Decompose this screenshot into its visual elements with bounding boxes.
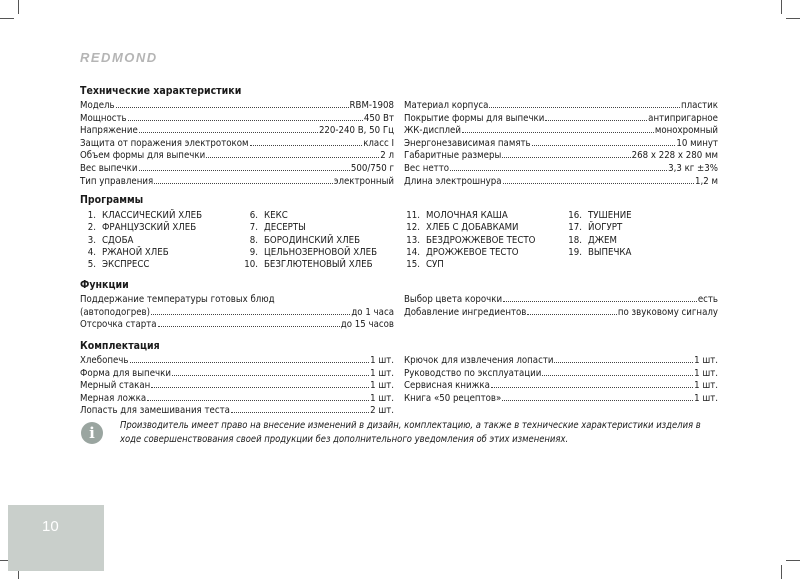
- crop-mark: [786, 560, 800, 561]
- spec-value: есть: [697, 294, 718, 305]
- spec-value: 220-240 В, 50 Гц: [318, 125, 394, 137]
- spec-label: Мощность: [80, 112, 127, 124]
- crop-mark: [781, 565, 782, 579]
- program-item: [242, 235, 377, 247]
- spec-label: Мерная ложка: [80, 392, 147, 404]
- program-name: БОРОДИНСКИЙ ХЛЕБ: [264, 234, 360, 246]
- spec-row: [404, 380, 718, 393]
- dot-leader: [503, 301, 697, 302]
- program-item: [566, 235, 632, 247]
- spec-value: RBM-1908: [349, 100, 394, 111]
- program-item: [80, 222, 202, 234]
- dot-leader: [147, 400, 369, 401]
- program-name: ДЕСЕРТЫ: [264, 222, 306, 234]
- spec-value: 1 шт.: [370, 355, 394, 366]
- spec-row: [404, 138, 718, 151]
- spec-row: [404, 355, 718, 368]
- spec-label: (автоподогрев): [80, 306, 151, 318]
- spec-label: Материал корпуса: [404, 100, 489, 111]
- dot-leader: [527, 314, 617, 315]
- program-item: [404, 235, 535, 247]
- dot-leader: [130, 362, 370, 363]
- spec-label: Покрытие формы для выпечки: [404, 112, 545, 124]
- functions-first-line: Поддержание температуры готовых блюд: [80, 294, 275, 305]
- specs-left-list: [80, 100, 394, 188]
- dot-leader: [116, 107, 349, 108]
- dot-leader: [128, 120, 363, 121]
- spec-label: Энергонезависимая память: [404, 137, 531, 149]
- spec-value: антипригарное: [648, 112, 718, 124]
- program-number: 15.: [406, 259, 420, 271]
- dot-leader: [139, 132, 318, 133]
- crop-mark: [786, 18, 800, 19]
- kit-right-list: [404, 355, 718, 405]
- spec-row: [404, 307, 718, 320]
- program-item: [242, 222, 377, 234]
- programs-column: [80, 210, 202, 271]
- spec-value: 1,2 м: [695, 175, 718, 187]
- spec-value: 1 шт.: [694, 355, 718, 366]
- spec-value: 1 шт.: [694, 380, 718, 392]
- functions-right-list: [404, 294, 718, 319]
- program-number: 11.: [406, 210, 420, 221]
- program-item: [566, 247, 632, 259]
- spec-row: [80, 138, 394, 151]
- spec-label: Мерный стакан: [80, 380, 151, 392]
- program-number: 18.: [568, 234, 582, 246]
- program-name: ЭКСПРЕСС: [102, 259, 150, 271]
- program-number: 12.: [406, 222, 420, 234]
- info-icon: i: [81, 422, 103, 444]
- program-item: [80, 247, 202, 259]
- dot-leader: [542, 375, 693, 376]
- program-item: [404, 247, 535, 259]
- programs-column: [404, 210, 535, 271]
- programs-column: [242, 210, 377, 271]
- program-name: БЕЗДРОЖЖЕВОЕ ТЕСТО: [426, 234, 536, 246]
- specs-right-list: [404, 100, 718, 188]
- program-name: ДЖЕМ: [588, 234, 617, 246]
- spec-row: [80, 125, 394, 138]
- program-number: 10.: [244, 259, 258, 271]
- spec-row: [80, 355, 394, 368]
- program-number: 13.: [406, 234, 420, 246]
- spec-row: [404, 176, 718, 189]
- program-number: 8.: [249, 234, 258, 246]
- dot-leader: [206, 157, 379, 158]
- spec-label: Модель: [80, 100, 115, 111]
- spec-value: пластик: [680, 100, 718, 111]
- dot-leader: [503, 183, 694, 184]
- spec-label: Длина электрошнура: [404, 175, 502, 187]
- dot-leader: [151, 314, 350, 315]
- spec-label: Тип управления: [80, 175, 154, 187]
- spec-row: [80, 113, 394, 126]
- spec-label: Книга «50 рецептов»: [404, 392, 502, 404]
- spec-row: [404, 125, 718, 138]
- program-name: КЕКС: [264, 210, 288, 221]
- program-item: [80, 210, 202, 222]
- spec-value: 450 Вт: [363, 112, 394, 124]
- spec-value: по звуковому сигналу: [617, 306, 718, 318]
- dot-leader: [489, 107, 679, 108]
- spec-value: 2 л: [380, 150, 394, 162]
- spec-value: монохромный: [654, 125, 718, 137]
- spec-value: 3,3 кг ±3%: [668, 162, 718, 174]
- program-name: РЖАНОЙ ХЛЕБ: [102, 246, 169, 258]
- crop-mark: [781, 0, 782, 14]
- program-item: [566, 222, 632, 234]
- dot-leader: [250, 145, 363, 146]
- program-item: [404, 222, 535, 234]
- spec-label: Хлебопечь: [80, 355, 129, 366]
- spec-label: Вес нетто: [404, 162, 450, 174]
- program-name: ВЫПЕЧКА: [588, 246, 632, 258]
- spec-value: до 15 часов: [340, 319, 394, 331]
- spec-row: [80, 368, 394, 381]
- program-number: 5.: [87, 259, 96, 271]
- dot-leader: [172, 375, 369, 376]
- functions-heading: Функции: [80, 279, 129, 291]
- program-name: МОЛОЧНАЯ КАША: [426, 210, 508, 221]
- spec-label: Напряжение: [80, 125, 138, 137]
- spec-label: Руководство по эксплуатации: [404, 367, 542, 379]
- disclaimer-note: Производитель имеет право на внесение изменений в дизайн, комплектацию, а также в технические характеристики изделия в ходе совершенствования своей продукции без дополнительного уведомления об этих изменениях.: [120, 420, 701, 445]
- program-name: ТУШЕНИЕ: [588, 210, 632, 221]
- dot-leader: [462, 132, 654, 133]
- spec-label: Защита от поражения электротоком: [80, 137, 249, 149]
- dot-leader: [545, 120, 647, 121]
- program-number: 7.: [249, 222, 258, 234]
- spec-value: 268 x 228 x 280 мм: [631, 150, 718, 162]
- spec-label: Отсрочка старта: [80, 319, 157, 331]
- page-number: 10: [42, 518, 59, 535]
- kit-left-list: [80, 355, 394, 418]
- dot-leader: [532, 145, 676, 146]
- dot-leader: [151, 387, 369, 388]
- spec-row: [404, 368, 718, 381]
- spec-label: Крючок для извлечения лопасти: [404, 355, 554, 366]
- program-number: 9.: [249, 246, 258, 258]
- spec-label: Сервисная книжка: [404, 380, 490, 392]
- dot-leader: [554, 362, 693, 363]
- spec-label: ЖК-дисплей: [404, 125, 461, 137]
- spec-value: 1 шт.: [370, 392, 394, 404]
- spec-row: [404, 150, 718, 163]
- spec-value: электронный: [333, 175, 394, 187]
- program-item: [242, 247, 377, 259]
- program-number: 2.: [87, 222, 96, 234]
- specs-heading: Технические характеристики: [80, 85, 242, 97]
- spec-row: [80, 150, 394, 163]
- programs-heading: Программы: [80, 194, 144, 206]
- spec-row: [80, 176, 394, 189]
- spec-row: [404, 113, 718, 126]
- program-item: [242, 259, 377, 271]
- program-number: 3.: [87, 234, 96, 246]
- spec-value: 1 шт.: [694, 392, 718, 404]
- program-number: 1.: [87, 210, 96, 221]
- kit-heading: Комплектация: [80, 340, 160, 352]
- program-name: ФРАНЦУЗСКИЙ ХЛЕБ: [102, 222, 197, 234]
- spec-label: Форма для выпечки: [80, 367, 171, 379]
- spec-value: класс I: [363, 137, 394, 149]
- crop-mark: [0, 18, 14, 19]
- program-name: ХЛЕБ С ДОБАВКАМИ: [426, 222, 519, 234]
- program-item: [80, 235, 202, 247]
- program-item: [404, 210, 535, 222]
- functions-left-list: [80, 294, 394, 332]
- spec-row: [404, 393, 718, 406]
- spec-row: [404, 294, 718, 307]
- dot-leader: [158, 326, 340, 327]
- program-item: [80, 259, 202, 271]
- brand-logo: REDMOND: [80, 50, 158, 65]
- program-number: 16.: [568, 210, 582, 221]
- dot-leader: [502, 400, 693, 401]
- spec-row: [80, 380, 394, 393]
- spec-row: [80, 405, 394, 418]
- program-name: ЦЕЛЬНОЗЕРНОВОЙ ХЛЕБ: [264, 246, 378, 258]
- spec-label: Выбор цвета корочки: [404, 294, 503, 305]
- crop-mark: [18, 0, 19, 14]
- page-footer-block: [8, 505, 104, 571]
- dot-leader: [491, 387, 693, 388]
- program-name: ЙОГУРТ: [588, 222, 623, 234]
- dot-leader: [502, 157, 630, 158]
- spec-value: до 1 часа: [351, 306, 394, 318]
- spec-row: [404, 163, 718, 176]
- spec-label: Объем формы для выпечки: [80, 150, 206, 162]
- program-number: 6.: [249, 210, 258, 221]
- spec-value: 1 шт.: [370, 367, 394, 379]
- spec-value: 1 шт.: [370, 380, 394, 392]
- spec-value: 10 минут: [676, 137, 718, 149]
- program-item: [404, 259, 535, 271]
- program-name: БЕЗГЛЮТЕНОВЫЙ ХЛЕБ: [264, 259, 373, 271]
- program-number: 17.: [568, 222, 582, 234]
- dot-leader: [450, 170, 667, 171]
- dot-leader: [139, 170, 350, 171]
- dot-leader: [231, 412, 369, 413]
- spec-label: Габаритные размеры: [404, 150, 502, 162]
- spec-label: Добавление ингредиентов: [404, 306, 527, 318]
- spec-row: [80, 307, 394, 320]
- spec-row: [80, 393, 394, 406]
- programs-column: [566, 210, 632, 259]
- program-item: [566, 210, 632, 222]
- spec-row: [80, 100, 394, 113]
- spec-label: Вес выпечки: [80, 162, 138, 174]
- spec-row: [80, 319, 394, 332]
- spec-row: [80, 163, 394, 176]
- spec-value: 2 шт.: [370, 405, 394, 417]
- spec-value: 1 шт.: [694, 367, 718, 379]
- spec-value: 500/750 г: [350, 162, 394, 174]
- program-name: СДОБА: [102, 234, 134, 246]
- program-number: 4.: [87, 246, 96, 258]
- program-name: ДРОЖЖЕВОЕ ТЕСТО: [426, 246, 519, 258]
- program-number: 19.: [568, 246, 582, 258]
- program-number: 14.: [406, 246, 420, 258]
- spec-row: [404, 100, 718, 113]
- program-name: КЛАССИЧЕСКИЙ ХЛЕБ: [102, 210, 202, 221]
- dot-leader: [154, 183, 333, 184]
- program-item: [242, 210, 377, 222]
- program-name: СУП: [426, 259, 444, 271]
- spec-label: Лопасть для замешивания теста: [80, 405, 230, 417]
